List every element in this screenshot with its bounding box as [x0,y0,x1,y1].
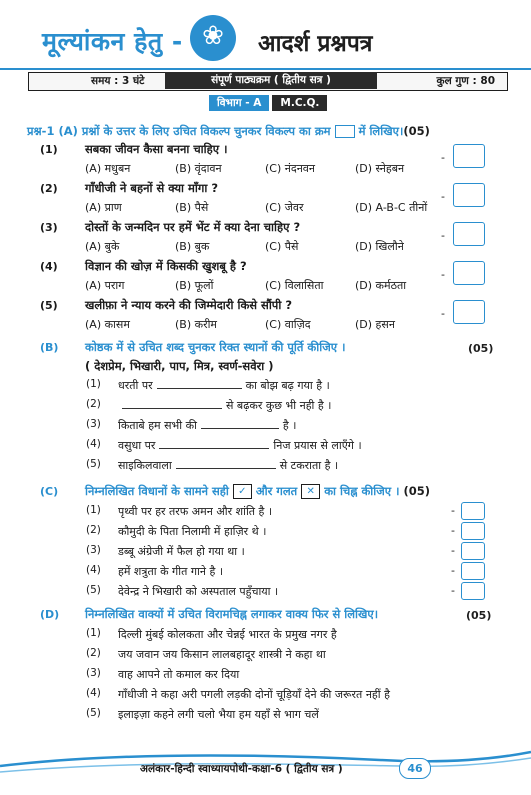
item-number: (4) [86,438,101,450]
dash-mark: - [451,524,455,537]
item-number: (5) [86,707,101,719]
answer-box[interactable] [453,183,485,207]
fill-blank-sentence [118,378,330,393]
info-bar [28,72,508,91]
statement-text: हमें शत्रुता के गीत गाने है । [118,565,223,578]
option-d: (D) कर्मठता [355,279,407,292]
section-label: विभाग - A [209,95,269,111]
answer-box[interactable] [453,261,485,285]
question-text: खलीफ़ा ने न्याय करने की जिम्मेदारी किसे सौंपी ? [85,298,292,312]
item-number: (2) [86,398,101,410]
question-number: (1) [40,143,58,156]
item-number: (3) [86,418,101,430]
qc-heading: निम्नलिखित विधानों के सामने सही ✓ और गलत ✕ का चिह्न कीजिए । (05) [85,484,431,498]
dash-mark: - [441,307,445,320]
tick-cross-box[interactable] [461,582,485,600]
option-a: (A) मधुबन [85,162,131,175]
blank-line[interactable] [176,458,276,469]
dash-mark: - [451,504,455,517]
page-number: 46 [399,758,431,779]
option-b: (B) करीम [175,318,217,331]
answer-box[interactable] [453,300,485,324]
option-c: (C) वाज़िद [265,318,311,331]
statement-text: देवेन्द्र ने भिखारी को अस्पताल पहुँचाया । [118,585,279,598]
header-divider [0,68,531,70]
sentence-start: वसुधा पर [118,439,156,452]
option-c: (C) नंदनवन [265,162,316,175]
sentence-end: से बढ़कर कुछ भी नही है । [226,399,332,412]
option-row [85,317,445,332]
dash-mark: - [441,151,445,164]
sentence-end: से टकराता है । [279,459,339,472]
total-marks-label: कुल गुण : 80 [436,75,495,87]
tick-icon: ✓ [233,484,252,499]
item-number: (2) [86,524,101,536]
statement-text: पृथ्वी पर हर तरफ अमन और शांति है । [118,505,273,518]
option-a: (A) कासम [85,318,130,331]
dash-mark: - [441,268,445,281]
qb-marks: (05) [468,342,494,355]
qb-heading: कोष्ठक में से उचित शब्द चुनकर रिक्त स्थानों की पूर्ति कीजिए । [85,340,346,354]
item-number: (1) [86,504,101,516]
answer-box[interactable] [453,222,485,246]
item-number: (4) [86,564,101,576]
option-a: (A) प्राण [85,201,122,214]
syllabus-label: संपूर्ण पाठ्यक्रम ( द्वितीय सत्र ) [165,72,377,89]
item-number: (4) [86,687,101,699]
qd-heading: निम्नलिखित वाक्यों में उचित विरामचिह्न लगाकर वाक्य फिर से लिखिए। [85,607,379,621]
item-number: (5) [86,458,101,470]
question-number: (4) [40,260,58,273]
statement-text: डब्बू अंग्रेजी में फैल हो गया था । [118,545,245,558]
answer-box-sample [335,125,355,138]
option-d: (D) स्नेहबन [355,162,405,175]
question-number: (3) [40,221,58,234]
time-label: समय : 3 घंटे [91,75,145,87]
option-d: (D) A-B-C तीनों [355,201,428,214]
section-type: M.C.Q. [272,95,327,111]
tick-cross-box[interactable] [461,542,485,560]
item-number: (1) [86,627,101,639]
option-a: (A) बुके [85,240,120,253]
option-d: (D) खिलौने [355,240,404,253]
option-a: (A) पराग [85,279,125,292]
option-d: (D) हसन [355,318,395,331]
question-text: गाँधीजी ने बहनों से क्या माँगा ? [85,181,219,195]
sentence-text: दिल्ली मुंबई कोलकता और चेन्नई भारत के प्रमुख नगर है [118,628,337,641]
section-tag [209,95,327,111]
fill-blank-sentence [118,418,296,433]
qd-marks: (05) [466,609,492,622]
dash-mark: - [451,564,455,577]
sentence-start: धरती पर [118,379,153,392]
answer-box[interactable] [453,144,485,168]
question-text: विज्ञान की खोज़ में किसकी खुशबू है ? [85,259,247,273]
sentence-end: का बोझ बढ़ गया है । [245,379,330,392]
item-number: (3) [86,544,101,556]
option-row [85,239,445,254]
fill-blank-sentence [118,458,338,473]
sentence-start: साइकिलवाला [118,459,172,472]
sentence-text: इलाइज़ा कहने लगी चलो भैया हम यहाँ से भाग चलें [118,708,319,721]
option-b: (B) फूलों [175,279,214,292]
qd-label: (D) [40,608,60,621]
sentence-text: गाँधीजी ने कहा अरी पगली लड़की दोनों चूड़ियाँ देने की जरूरत नहीं है [118,688,390,701]
option-c: (C) पैसे [265,240,299,253]
sentence-end: है । [282,419,297,432]
fill-blank-sentence [118,398,331,413]
sentence-start: किताबे हम सभी की [118,419,197,432]
blank-line[interactable] [159,438,269,449]
item-number: (5) [86,584,101,596]
option-row [85,200,445,215]
dash-mark: - [441,229,445,242]
option-b: (B) बुक [175,240,210,253]
question-number: (5) [40,299,58,312]
flower-logo-icon: ❀ [190,15,236,61]
sentence-text: जय जवान जय किसान लालबहादूर शास्त्री ने कहा था [118,648,326,661]
blank-line[interactable] [157,378,242,389]
sentence-end: निज प्रयास से लाएँगे । [273,439,362,452]
dash-mark: - [451,544,455,557]
footer-book-title: अलंकार-हिन्दी स्वाध्यायपोथी-कक्षा-6 ( द्वितीय सत्र ) [140,763,343,775]
tick-cross-box[interactable] [461,522,485,540]
header-right-title: आदर्श प्रश्नपत्र [258,31,373,57]
question-text: सबका जीवन कैसा बनना चाहिए । [85,142,228,156]
cross-icon: ✕ [301,484,320,499]
qb-label: (B) [40,341,59,354]
statement-text: कौमुदी के पिता निलामी में हाज़िर थे । [118,525,267,538]
question-number: (2) [40,182,58,195]
option-c: (C) विलासिता [265,279,324,292]
dash-mark: - [441,190,445,203]
qc-label: (C) [40,485,59,498]
item-number: (1) [86,378,101,390]
q1a-heading: प्रश्न-1 (A) प्रश्नों के उत्तर के लिए उचित विकल्प चुनकर विकल्प का क्रम में लिखिए।(05) [27,124,430,138]
option-c: (C) जेवर [265,201,304,214]
dash-mark: - [451,584,455,597]
option-b: (B) पैसे [175,201,209,214]
fill-blank-sentence [118,438,362,453]
item-number: (2) [86,647,101,659]
sentence-text: वाह आपने तो कमाल कर दिया [118,668,240,681]
item-number: (3) [86,667,101,679]
option-b: (B) वृंदावन [175,162,222,175]
tick-cross-box[interactable] [461,562,485,580]
blank-line[interactable] [201,418,279,429]
qb-word-list: ( देशप्रेम, भिखारी, पाप, मित्र, स्वर्ण-सवेरा ) [85,359,274,373]
option-row [85,161,445,176]
question-text: दोस्तों के जन्मदिन पर हमें भेंट में क्या देना चाहिए ? [85,220,301,234]
header-left-title: मूल्यांकन हेतु - [42,27,183,56]
option-row [85,278,445,293]
blank-line[interactable] [122,398,222,409]
tick-cross-box[interactable] [461,502,485,520]
